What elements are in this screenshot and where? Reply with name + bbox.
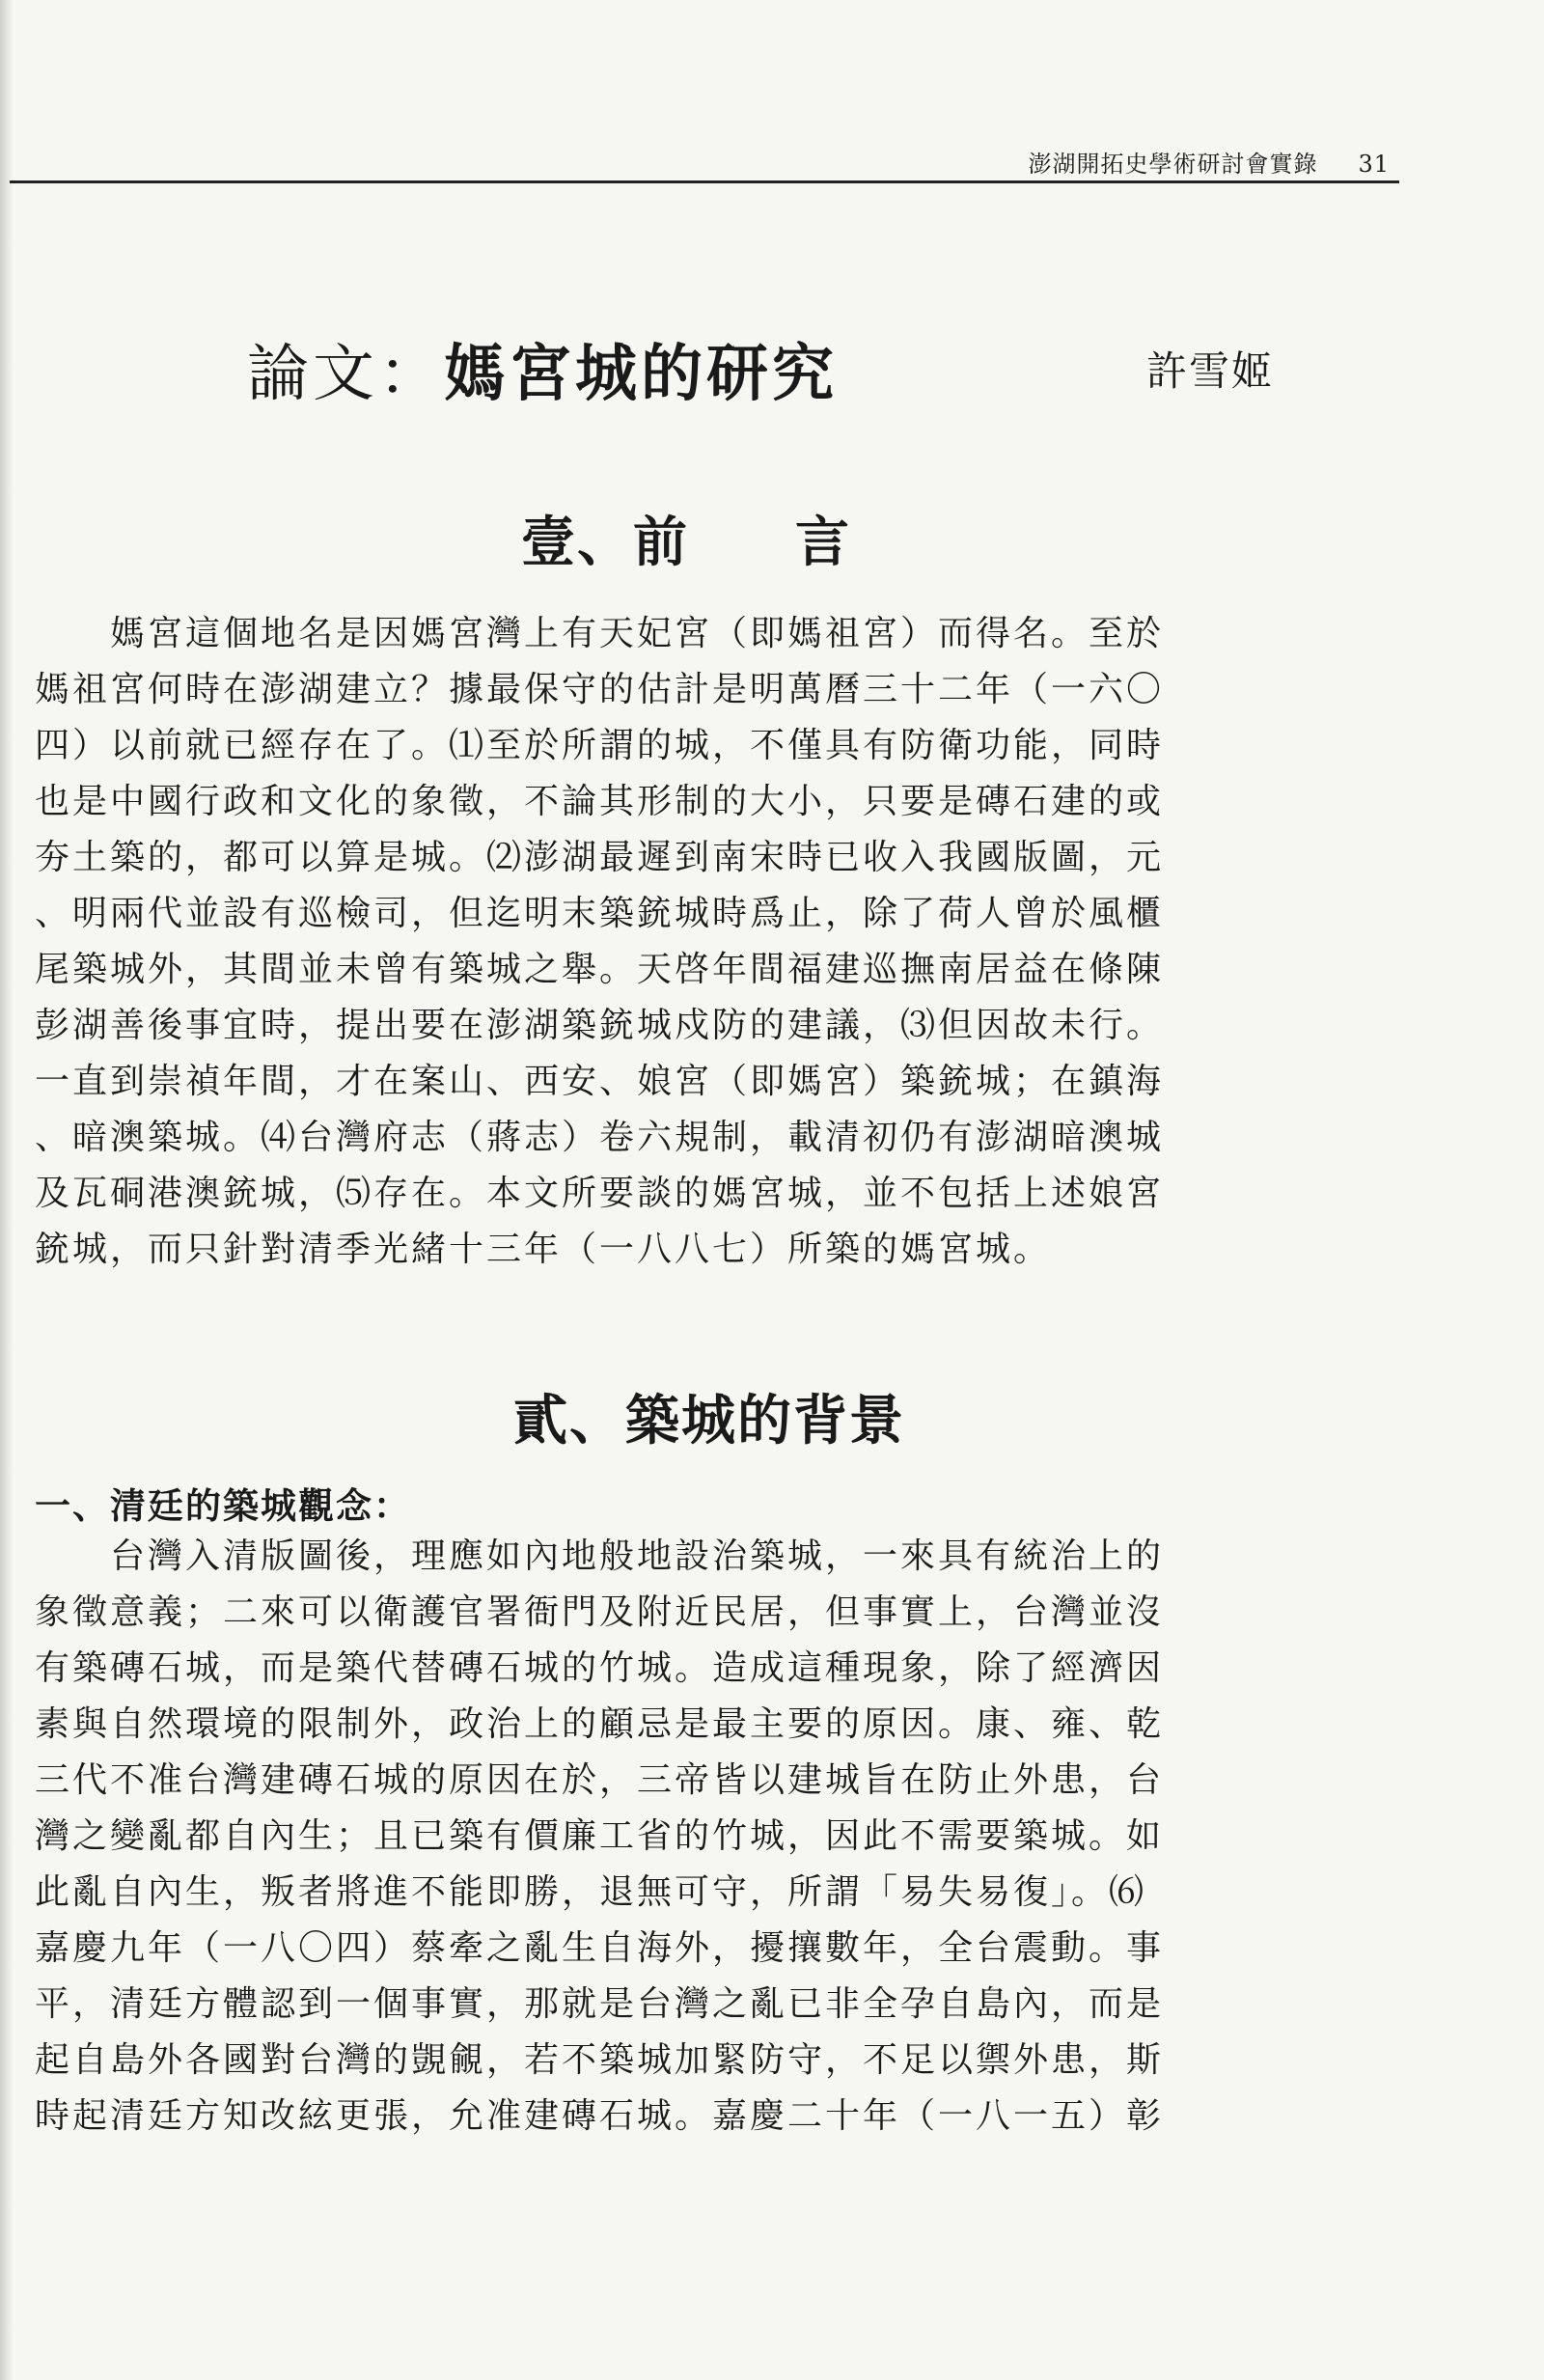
text-line: 素與自然環境的限制外，政治上的顧忌是最主要的原因。康、雍、乾 [35, 1704, 1165, 1744]
page-edge [0, 0, 14, 2380]
text-line: 也是中國行政和文化的象徵，不論其形制的大小，只要是磚石建的或 [35, 782, 1165, 821]
text-line: 有築磚石城，而是築代替磚石城的竹城。造成這種現象，除了經濟因 [35, 1648, 1165, 1688]
text-line: 、明兩代並設有巡檢司，但迄明末築銃城時爲止，除了荷人曾於風櫃 [35, 894, 1165, 933]
section-heading-part2: 言 [795, 512, 851, 574]
text-line: 灣之變亂都自內生；且已築有價廉工省的竹城，因此不需要築城。如 [35, 1816, 1165, 1856]
text-line: 台灣入清版圖後，理應如內地般地設治築城，一來具有統治上的 [35, 1536, 1165, 1576]
text-line: 、暗澳築城。⑷台灣府志（蔣志）卷六規制，載清初仍有澎湖暗澳城 [35, 1118, 1165, 1157]
text-line: 媽宮這個地名是因媽宮灣上有天妃宮（即媽祖宮）而得名。至於 [35, 614, 1165, 653]
section1-paragraph [35, 606, 1386, 1278]
page-number: 31 [1358, 151, 1390, 178]
text-line: 銃城，而只針對清季光緒十三年（一八八七）所築的媽宮城。 [35, 1230, 1052, 1269]
author-name: 許雪姬 [1146, 347, 1275, 395]
text-line: 彭湖善後事宜時，提出要在澎湖築銃城戍防的建議，⑶但因故未行。 [35, 1006, 1165, 1045]
paper-title [247, 324, 838, 413]
running-title: 澎湖開拓史學術研討會實錄 [1028, 151, 1318, 178]
text-line: 起自島外各國對台灣的覬覦，若不築城加緊防守，不足以禦外患，斯 [35, 2040, 1165, 2080]
title-lead: 論文： [247, 339, 444, 410]
text-line: 夯土築的，都可以算是城。⑵澎湖最遲到南宋時已收入我國版圖，元 [35, 838, 1165, 877]
text-line: 三代不准台灣建磚石城的原因在於，三帝皆以建城旨在防止外患，台 [35, 1760, 1165, 1800]
title-main: 媽宮城的研究 [444, 339, 838, 410]
section-heading-part1: 壹、前 [521, 512, 689, 574]
text-line: 及瓦硐港澳銃城，⑸存在。本文所要談的媽宮城，並不包括上述娘宮 [35, 1174, 1165, 1213]
running-header [0, 145, 1390, 179]
text-line: 尾築城外，其間並未曾有築城之舉。天啓年間福建巡撫南居益在條陳 [35, 950, 1165, 989]
text-line: 媽祖宮何時在澎湖建立？據最保守的估計是明萬曆三十二年（一六〇 [35, 670, 1165, 709]
subsection-heading: 一、清廷的築城觀念： [35, 1485, 411, 1527]
text-line: 此亂自內生，叛者將進不能即勝，退無可守，所謂「易失易復」。⑹ [35, 1872, 1147, 1912]
text-line: 一直到崇禎年間，才在案山、西安、娘宮（即媽宮）築銃城；在鎮海 [35, 1062, 1165, 1101]
text-line: 平，清廷方體認到一個事實，那就是台灣之亂已非全孕自島內，而是 [35, 1984, 1165, 2024]
section-heading-background: 貳、築城的背景 [513, 1390, 905, 1453]
text-line: 四）以前就已經存在了。⑴至於所謂的城，不僅具有防衛功能，同時 [35, 726, 1165, 765]
text-line: 嘉慶九年（一八〇四）蔡牽之亂生自海外，擾攘數年，全台震動。事 [35, 1928, 1165, 1968]
section-heading-preface [521, 500, 851, 577]
header-rule [10, 180, 1399, 183]
section2-paragraph [35, 1529, 1386, 2145]
text-line: 象徵意義；二來可以衛護官署衙門及附近民居，但事實上，台灣並沒 [35, 1592, 1165, 1632]
text-line: 時起清廷方知改絃更張，允准建磚石城。嘉慶二十年（一八一五）彰 [35, 2096, 1165, 2136]
